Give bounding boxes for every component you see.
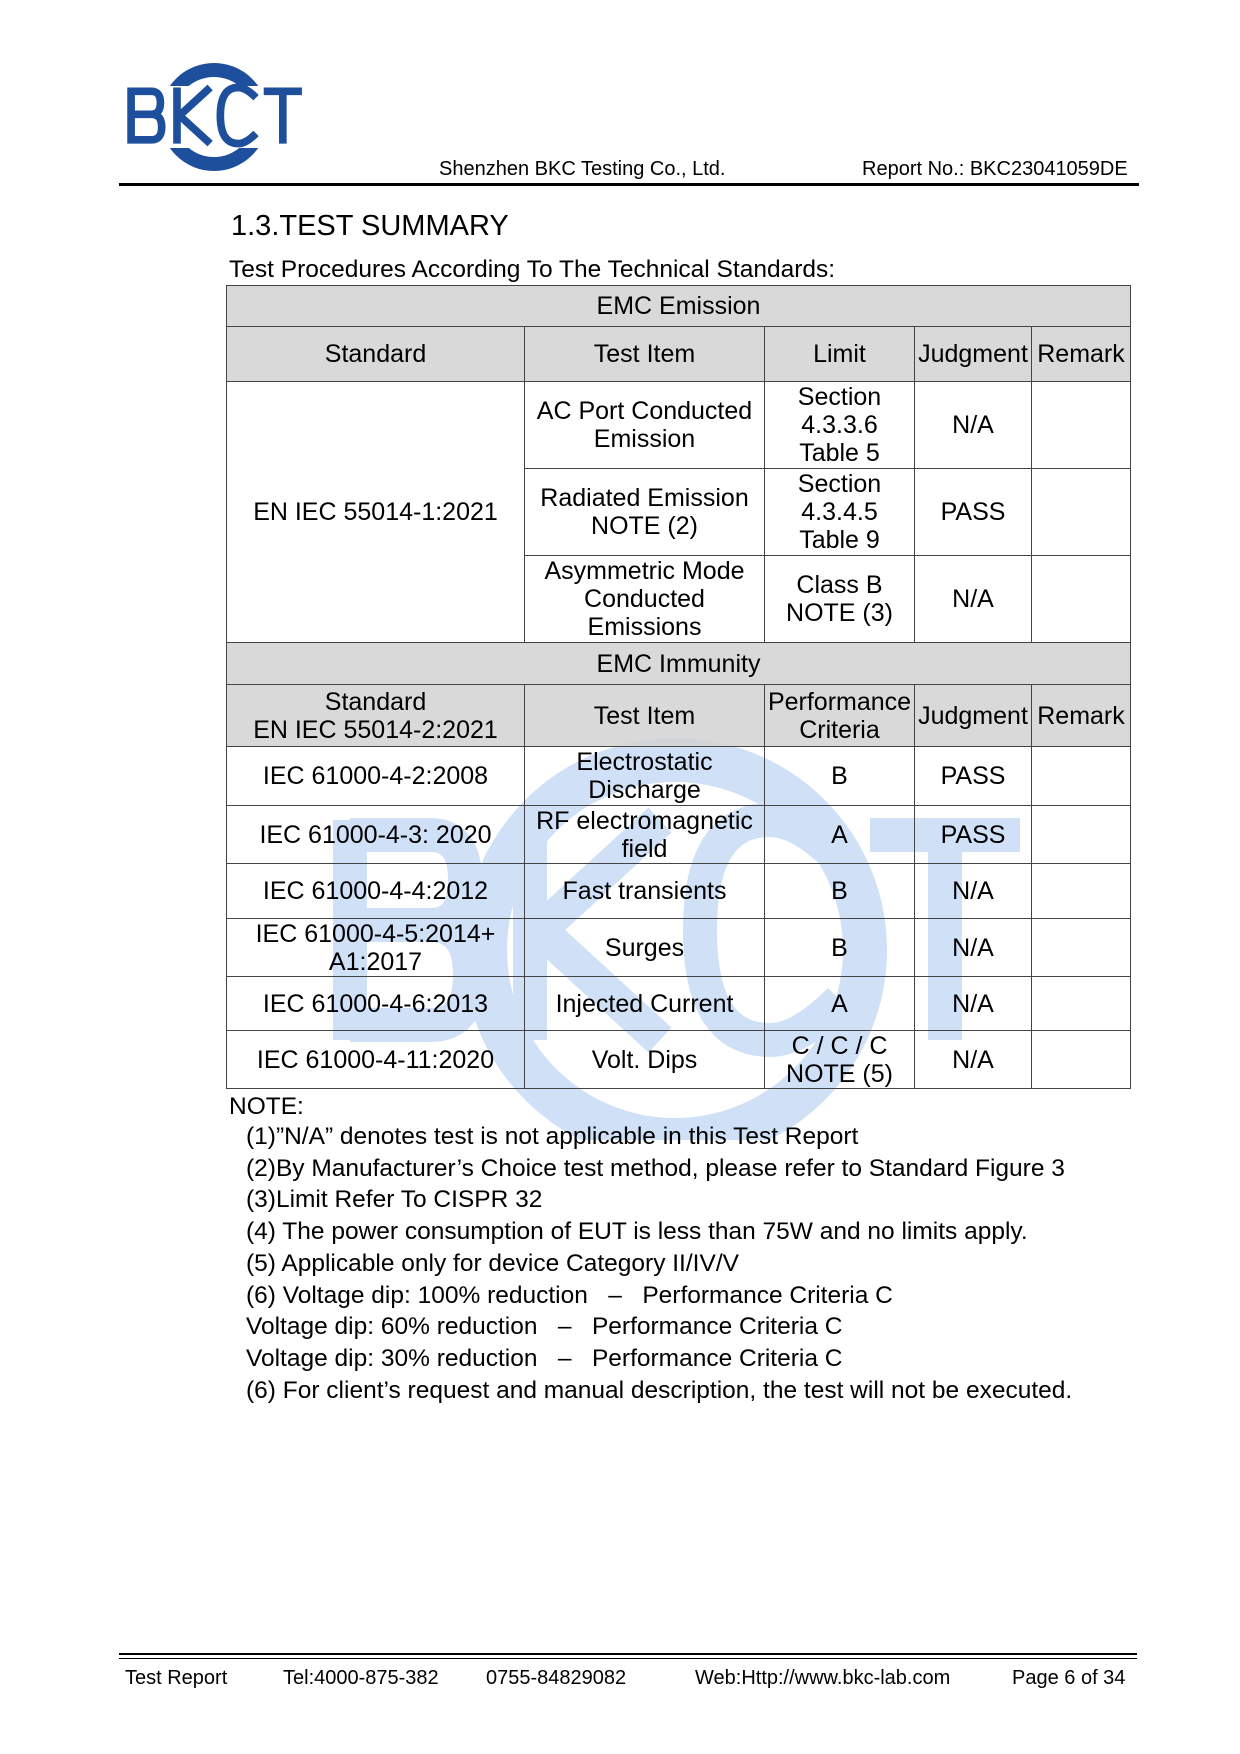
judgment-cell: PASS	[915, 469, 1032, 556]
criteria-cell-line: C / C / C	[791, 1031, 888, 1060]
section-subtitle: Test Procedures According To The Technical Standards:	[229, 256, 836, 283]
limit-cell	[765, 382, 915, 469]
table-row	[227, 806, 1131, 864]
standard-cell-line: IEC 61000-4-2:2008	[262, 762, 489, 790]
test-item-cell-line: Injected Current	[555, 989, 734, 1018]
test-item-cell	[525, 977, 765, 1031]
note-line: (2)By Manufacturer’s Choice test method, please refer to Standard Figure 3	[246, 1154, 1065, 1182]
judgment-cell: N/A	[915, 864, 1032, 919]
note-line: (5) Applicable only for device Category II/IV/V	[246, 1249, 739, 1277]
criteria-cell	[765, 806, 915, 864]
test-item-cell-line: Electrostatic	[576, 748, 713, 776]
remark-cell	[1032, 747, 1131, 806]
table-row	[227, 747, 1131, 806]
header-standard-line: EN IEC 55014-2:2021	[253, 715, 498, 744]
note-line: (1)”N/A” denotes test is not applicable in this Test Report	[246, 1123, 859, 1150]
table-row	[227, 919, 1131, 977]
criteria-cell-line: NOTE (5)	[786, 1059, 893, 1088]
notes-heading: NOTE:	[229, 1093, 304, 1120]
note-line: Voltage dip: 30% reduction – Performance Criteria C	[246, 1344, 843, 1372]
standard-cell-line: A1:2017	[328, 947, 423, 976]
footer-rule-thin	[119, 1658, 1137, 1659]
criteria-cell	[765, 1031, 915, 1089]
test-item-cell-line: NOTE (2)	[591, 512, 698, 540]
note-line: (6) Voltage dip: 100% reduction – Performance Criteria C	[246, 1281, 893, 1309]
test-item-cell	[525, 806, 765, 864]
test-item-cell	[525, 556, 765, 643]
header-test-item: Test Item	[525, 685, 765, 747]
remark-cell	[1032, 864, 1131, 919]
standard-cell	[227, 919, 525, 977]
test-item-cell-line: Surges	[604, 933, 685, 962]
test-item-cell-line: Emission	[593, 425, 696, 453]
limit-cell-line: NOTE (3)	[786, 599, 893, 627]
remark-cell	[1032, 382, 1131, 469]
test-item-cell	[525, 1031, 765, 1089]
bkct-logo	[126, 62, 302, 172]
criteria-cell	[765, 919, 915, 977]
test-item-cell-line: field	[621, 834, 668, 863]
remark-cell	[1032, 977, 1131, 1031]
note-line: (3)Limit Refer To CISPR 32	[246, 1186, 543, 1214]
note-line: (6) For client’s request and manual description, the test will not be executed.	[246, 1376, 1073, 1404]
remark-cell	[1032, 806, 1131, 864]
note-line: Voltage dip: 60% reduction – Performance Criteria C	[246, 1313, 843, 1341]
limit-cell-line: 4.3.3.6	[801, 411, 878, 439]
criteria-cell-line: A	[831, 820, 848, 849]
standard-cell-line: IEC 61000-4-3: 2020	[259, 820, 492, 849]
emission-section-header: EMC Emission	[227, 286, 1131, 327]
test-item-cell-line: Discharge	[588, 776, 701, 804]
test-item-cell-line: RF electromagnetic	[536, 806, 753, 835]
limit-cell-line: 4.3.4.5	[801, 498, 878, 526]
footer-label: Test Report	[125, 1667, 228, 1689]
footer-phone: 0755-84829082	[486, 1667, 627, 1689]
judgment-cell: N/A	[915, 556, 1032, 643]
remark-cell	[1032, 1031, 1131, 1089]
header-performance-criteria-line: Criteria	[799, 715, 880, 744]
remark-cell	[1032, 919, 1131, 977]
limit-cell-line: Class B	[796, 571, 883, 599]
header-standard: Standard	[227, 327, 525, 382]
standard-cell-line: IEC 61000-4-6:2013	[262, 989, 489, 1018]
criteria-cell	[765, 977, 915, 1031]
table-row	[227, 1031, 1131, 1089]
test-item-cell	[525, 382, 765, 469]
criteria-cell-line: B	[831, 933, 848, 962]
judgment-cell: N/A	[915, 382, 1032, 469]
remark-cell	[1032, 469, 1131, 556]
test-item-cell-line: Conducted	[584, 585, 705, 613]
standard-cell	[227, 1031, 525, 1089]
note-line: (4) The power consumption of EUT is less than 75W and no limits apply.	[246, 1218, 1028, 1246]
footer-tel: Tel:4000-875-382	[283, 1667, 439, 1689]
table-row	[227, 977, 1131, 1031]
judgment-cell: N/A	[915, 977, 1032, 1031]
criteria-cell-line: A	[831, 989, 848, 1018]
limit-cell-line: Table 5	[799, 439, 880, 467]
test-item-cell-line: Radiated Emission	[540, 484, 749, 512]
limit-cell	[765, 469, 915, 556]
test-item-cell	[525, 919, 765, 977]
report-number: Report No.: BKC23041059DE	[862, 158, 1128, 180]
standard-cell-line: IEC 61000-4-4:2012	[262, 877, 489, 905]
standard-cell	[227, 806, 525, 864]
standard-cell: EN IEC 55014-1:2021	[227, 382, 525, 643]
header-standard-line: Standard	[324, 687, 427, 716]
header-performance-criteria	[765, 685, 915, 747]
criteria-cell-line: B	[831, 877, 848, 905]
header-judgment: Judgment	[915, 685, 1032, 747]
table-row	[227, 382, 1131, 469]
test-item-cell	[525, 469, 765, 556]
criteria-cell	[765, 864, 915, 919]
header-standard	[227, 685, 525, 747]
limit-cell-line: Section	[797, 383, 882, 411]
test-item-cell	[525, 747, 765, 806]
standard-cell-line: IEC 61000-4-5:2014+	[255, 919, 496, 948]
footer-rule	[119, 1653, 1137, 1655]
header-remark: Remark	[1032, 327, 1131, 382]
limit-cell	[765, 556, 915, 643]
standard-cell	[227, 864, 525, 919]
test-item-cell-line: Volt. Dips	[591, 1045, 698, 1074]
test-item-cell	[525, 864, 765, 919]
header-test-item: Test Item	[525, 327, 765, 382]
criteria-cell	[765, 747, 915, 806]
standard-cell	[227, 747, 525, 806]
limit-cell-line: Section	[797, 470, 882, 498]
header-limit: Limit	[765, 327, 915, 382]
test-summary-table	[226, 285, 1131, 1089]
judgment-cell: N/A	[915, 1031, 1032, 1089]
table-row	[227, 864, 1131, 919]
header-performance-criteria-line: Performance	[767, 687, 912, 716]
judgment-cell: PASS	[915, 806, 1032, 864]
footer-web: Web:Http://www.bkc-lab.com	[695, 1667, 951, 1689]
header-remark: Remark	[1032, 685, 1131, 747]
judgment-cell: PASS	[915, 747, 1032, 806]
header-rule	[119, 183, 1139, 186]
test-item-cell-line: Emissions	[587, 613, 702, 641]
test-item-cell-line: Asymmetric Mode	[544, 557, 745, 585]
section-title: 1.3.TEST SUMMARY	[231, 210, 509, 242]
judgment-cell: N/A	[915, 919, 1032, 977]
immunity-section-header: EMC Immunity	[227, 643, 1131, 685]
test-item-cell-line: AC Port Conducted	[536, 397, 753, 425]
standard-cell	[227, 977, 525, 1031]
page-number: Page 6 of 34	[1012, 1667, 1126, 1689]
test-item-cell-line: Fast transients	[562, 877, 727, 905]
header-judgment: Judgment	[915, 327, 1032, 382]
remark-cell	[1032, 556, 1131, 643]
company-name: Shenzhen BKC Testing Co., Ltd.	[439, 158, 726, 180]
criteria-cell-line: B	[831, 762, 848, 790]
standard-cell-line: IEC 61000-4-11:2020	[256, 1045, 495, 1074]
limit-cell-line: Table 9	[799, 526, 880, 554]
